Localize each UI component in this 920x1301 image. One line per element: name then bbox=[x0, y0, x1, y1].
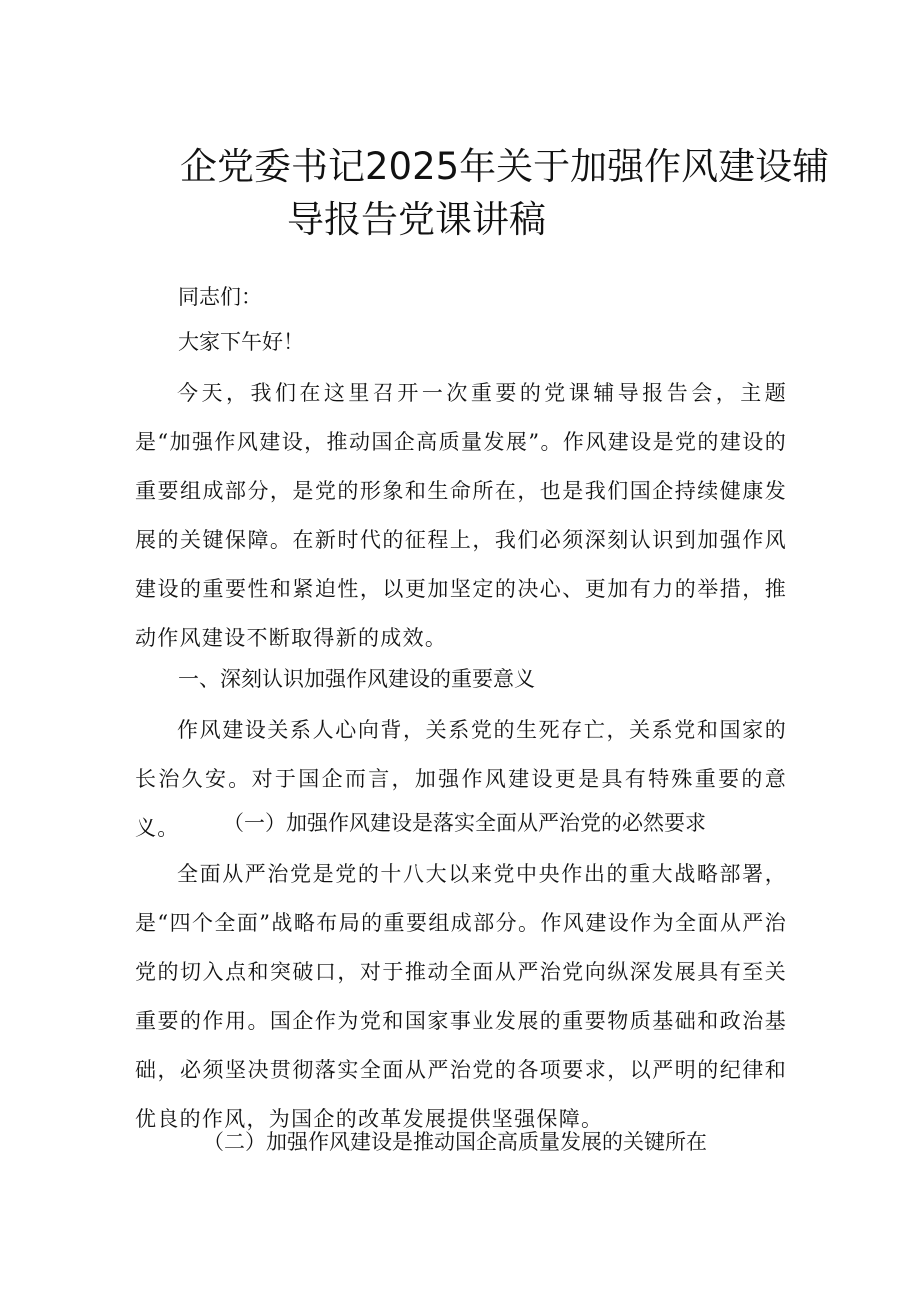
section-1-paragraph: 作风建设关系人心向背，关系党的生死存亡，关系党和国家的长治久安。对于国企而言，加强作风建设更是具有特殊重要的意义。 bbox=[135, 718, 787, 840]
subsection-1-heading: （一）加强作风建设是落实全面从严治党的必然要求 bbox=[223, 811, 706, 835]
intro-paragraph: 今天，我们在这里召开一次重要的党课辅导报告会，主题是“加强作风建设，推动国企高质量发展”。作风建设是党的建设的重要组成部分，是党的形象和生命所在，也是我们国企持续健康发展的关键保障。在新时代的征程上，我们必须深刻认识到加强作风建设的重要性和紧迫性，以更加坚定的决心、更加有力的举措，推动作风建设不断取得新的成效。 bbox=[135, 381, 787, 650]
document-title-line-2: 导报告党课讲稿 bbox=[287, 198, 546, 241]
section-1-heading: 一、深刻认识加强作风建设的重要意义 bbox=[178, 667, 535, 691]
salutation: 同志们： bbox=[178, 285, 262, 309]
subsection-2-heading: （二）加强作风建设是推动国企高质量发展的关键所在 bbox=[203, 1130, 707, 1154]
greeting: 大家下午好！ bbox=[178, 330, 304, 354]
subsection-1-paragraph: 全面从严治党是党的十八大以来党中央作出的重大战略部署，是“四个全面”战略布局的重要组成部分。作风建设作为全面从严治党的切入点和突破口，对于推动全面从严治党向纵深发展具有至关重要的作用。国企作为党和国家事业发展的重要物质基础和政治基础，必须坚决贯彻落实全面从严治党的各项要求，以严明的纪律和优良的作风，为国企的改革发展提供坚强保障。 bbox=[135, 862, 787, 1131]
document-title-line-1: 企党委书记2025年关于加强作风建设辅 bbox=[180, 145, 830, 188]
